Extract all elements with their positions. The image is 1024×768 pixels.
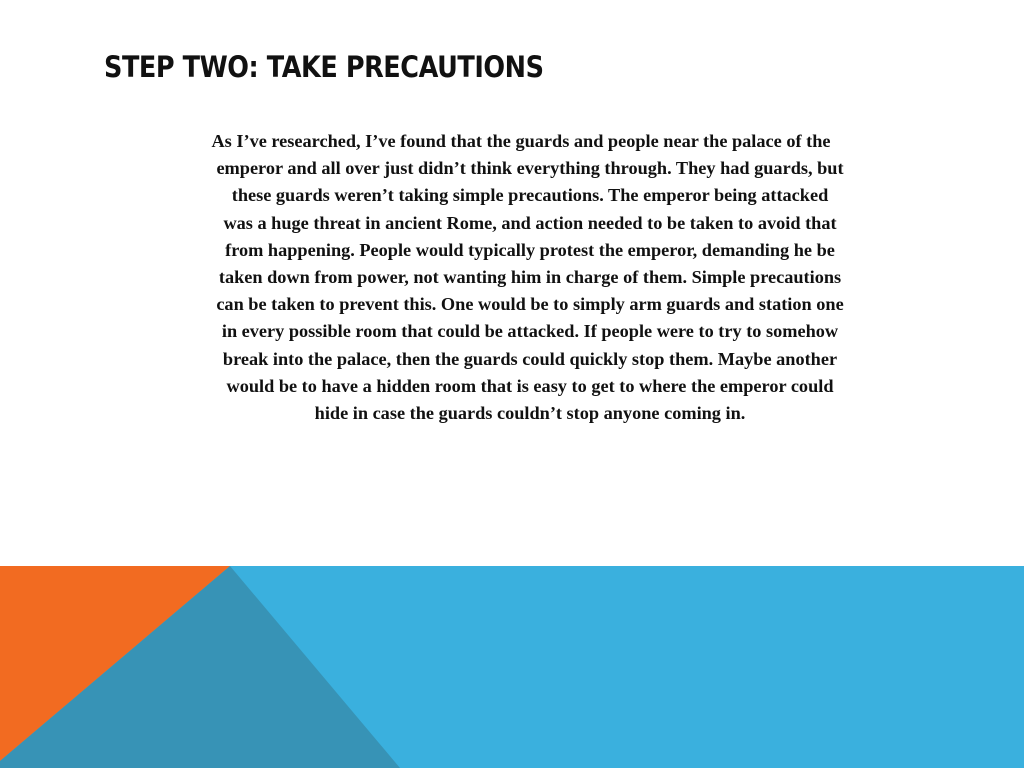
decorative-footer-shapes: [0, 566, 1024, 768]
slide-body-text: As I’ve researched, I’ve found that the guards and people near the palace of the emperor and all over just didn’t think everything through. They had guards, but these guards weren’t taking simple precautions. The emperor being attacked was a huge threat in ancient Rome, and action needed to be taken to avoid that from happening. People would typically protest the emperor, demanding he be taken down from power, not wanting him in charge of them. Simple precautions can be taken to prevent this. One would be to simply arm guards and station one in every possible room that could be attacked. If people were to try to somehow break into the palace, then the guards could quickly stop them. Maybe another would be to have a hidden room that is easy to get to where the emperor could hide in case the guards couldn’t stop anyone coming in.: [211, 131, 844, 424]
slide-title: STEP TWO: TAKE PRECAUTIONS: [104, 50, 544, 84]
